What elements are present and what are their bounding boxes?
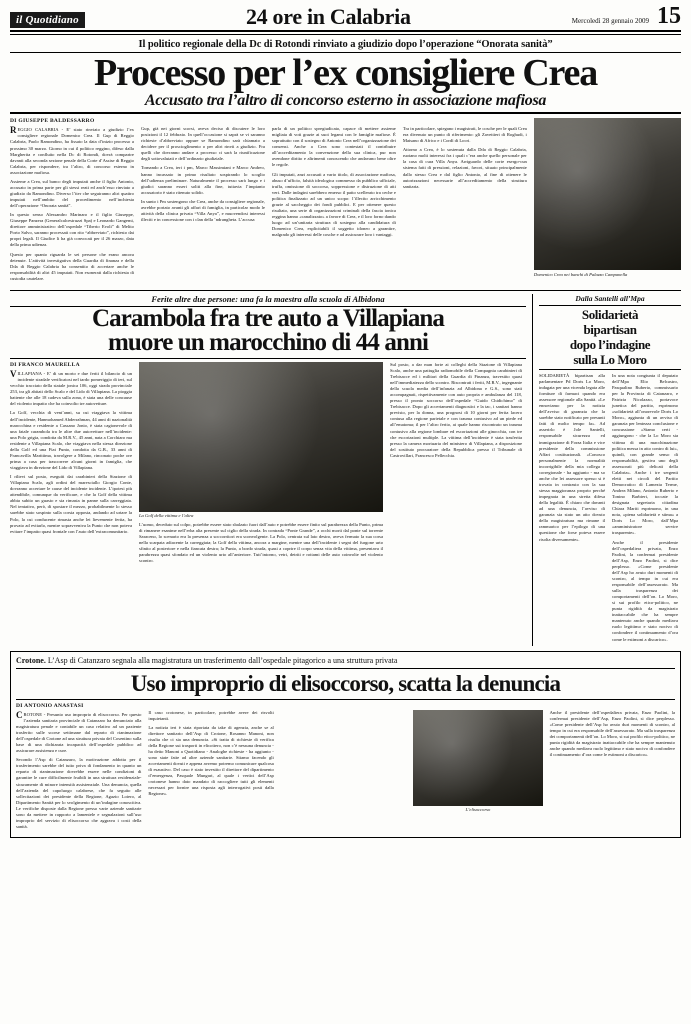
right-title-2: bipartisan <box>583 321 637 337</box>
paragraph: Anche il presidente dell’ospedaliera privata, Enzo Paolini, la confermai presidente dell’Asp, Enzo Paolini, si dice perplesso. «Come presidente dell’Asp ho avuto duri momenti di scontro, al tempo in cui era responsabile dell’assessorato. Ma sulla trasparenza dei comportamenti dell’on. Lo Moro, si sui profilo etico-politico, ne punta rigidità da magistrato inattaccabile che ha sempre mantenuto anche quando mediava ruolo legittimo e stato nocivo di confondere il continuamento d’ora come le estimoni a discarico». <box>612 539 678 642</box>
divider-top <box>10 34 681 35</box>
section-title: 24 ore in Calabria <box>245 4 411 29</box>
paragraph: VILLAPIANA - E’ di un morto e due feriti il bilancio di un incidente stradale verificatosi nel tardo pomeriggio di ieri, sul vecchio tracciato della statale jonica 106, oggi strada provinciale 253, tra gli abitati dello Scalo e del Lido di Villapiana. La pioggia battente che alle 18 cadeva sulla zona, è stata una delle concause del violento impatto che ha coinvolto tre autovetture. <box>10 369 132 407</box>
masthead <box>10 3 681 32</box>
paragraph: Attorno a Crea, è lo sostenuta dalla Dda di Reggio Calabria, ruotano molti interessi fra i quali c’era anche quello personale per la casa di cura Villa Anya. Arriguardo delle corte esergo-cun sistema fatti di pressioni, relazioni, favori, situato principalmente dallo stesso Crea e dal figlio Antonio, al fine di ottenere le autorizzazioni necessarie all’accreditamento della struttura sanitaria. <box>402 147 527 189</box>
lead-headline: Processo per l’ex consigliere Crea <box>93 52 598 94</box>
lead-column-4 <box>403 118 527 285</box>
paragraph: I rilievi sul posto, eseguiti dai carabinieri della Stazione di Villapiana Scalo, agli ordini del maresciallo Giorgio Conte, dovranno accertare le cause del incidente incidente. L’ipotesi più attendibile, comunque da verificare, e che la Golf della vittima abbia subito un guasto e sia rimasta in panne sulla carreggiata. Nel tentativo, però, di spostare il mezzo, probabilmente lo stesso sarebbe stato sospinto sulla corsia opposta, andando ad urtare la Polo, la cui conducente rimasta anche lei lievemente ferita, ha provato ad evitarlo, mentre sopravveniva la Punto che non poteva evitare l’impatto quasi frontale con l’auto dell’extracomunitario. <box>10 474 132 534</box>
story3-kicker-text: L’Asp di Catanzaro segnala alla magistratura un trasferimento dall’ospedale pitagorico a una struttura privata <box>45 655 398 665</box>
story2-photo-caption: La Golf della vittima e l’altra <box>139 513 194 519</box>
lead-photo <box>534 118 681 270</box>
paragraph: In questo senso Alessandro Marinaro e il figlio Giuseppe, Giuseppe Panzera (Generalcalcestruzzi Spa) e Leonardo Gangemi, direttore amministrativo dell’ospedale “Tiberio Evoli” di Melito Porto Salvo, saranno processati con rito “abbreviato”, richiesto dai propri legali. Il Giudice li ha già convocati per il 26 marzo, data della prima udienza. <box>10 212 134 248</box>
story3-box <box>10 651 681 838</box>
story2-column-under-photo <box>139 522 383 564</box>
publication-logo: il Quotidiano <box>10 12 85 28</box>
lead-column-1 <box>10 118 134 285</box>
story3-kicker-place: Crotone. <box>16 655 46 665</box>
story3-column-2 <box>148 703 273 833</box>
story3-photo <box>413 710 542 806</box>
story2-headline-line2: muore un marocchino di 44 anni <box>107 328 429 356</box>
story3-column-4 <box>550 703 675 833</box>
story3-column-1 <box>16 703 141 833</box>
lead-column-3 <box>272 118 396 285</box>
story2-block <box>10 294 526 646</box>
story3-kicker <box>16 656 675 665</box>
story3-headline: Uso improprio di elisoccorso, scatta la denuncia <box>130 670 561 696</box>
paragraph: Il caso crotonese, in particolare, potrebbe avere dei risvolti inquietanti. <box>148 709 274 721</box>
right-kicker: Dalla Santelli all’Mpa <box>575 293 645 303</box>
story3-photo-caption: L’elisoccorso <box>465 807 491 813</box>
paragraph: CROTONE - Presunto uso improprio di elisoccorso. Per questo l’azienda sanitaria provinciale di Catanzaro ha denunciato alla magistratura penale e contabile un caso relativo ad un paziente trasferito sulle scorse settimane dal reparto di rianimazione dell’ospedale di Crotone ad una struttura privata del Cosentino sulla base di una dichiarata incapacità dell’ospedale pubblico ad assicurare assistenza e cure. <box>16 709 142 754</box>
paragraph: Tra in particolare, spiegano i magistrati, le cosche per le quali Crea era divenuto un punto di riferimento: gli Zavettieri di Roghudi, i Maisano di Africo e i Cordì di Locri. <box>402 126 527 144</box>
lead-photo-caption: Domenico Crea nei banchi di Palazzo Campanella <box>533 271 628 277</box>
masthead-right <box>571 3 681 30</box>
lead-byline: DI GIUSEPPE BALDESSARRO <box>10 118 95 125</box>
story2-photo-block <box>139 362 383 567</box>
paragraph: L’uomo, deceduto sul colpo, potrebbe essere stato sbalzato fuori dall’auto e potrebbe essere finito sul parabrezza della Punto, prima di rimanere esanime nell’erba alta presente sul ciglio della strada. In contrada “Ponte Grande”, a occhi morti dal ponte sul torrente Saraceno, lo scenario era la presenza a soccorritori era sconvolgente. La Polo, centrata sul lato destro, aveva fermato la sua corsa nella scarpata adiacente la carreggiata; la Golf della vittima, ancora a margine, mentre una dell’incidente i segni del furgone urto sfinito al posteriore e nella fiancata destra; la Punto, a bordo strada, quasi a coprire il corpo senza vita della vittima, presentava il parabrezza quasi sfondato ed un violento urto all’anteriore. Tutt’intorno, vetri, detriti e rottami delle auto coinvolte nel violento scontro. <box>139 521 383 564</box>
paragraph: parla di un politico spregiudicato, capace di mettere assieme migliaia di voti grazie ai suoi legami con le famiglie mafiose. È soprattutto con il sostegno di Antonio Crea nell’organizzazione dei consensi. Anche a Crea sono contestati il contribuire all’accreditamento la convenzione della sua clinica, pur non avendone diritto e altrimenti conoscendo che andavano bene oltre le regole. <box>271 126 396 168</box>
second-section <box>10 290 681 646</box>
paragraph: Gli imputati, anzi accusati a vario titolo, di associazione mafiosa, abuso d’ufficio, falsità ideologica commesso da pubblico ufficiale, truffa, omissione di soccorso, soppressione e distruzione di atti veri. Dalle indagini sarebbero emerso il patto scellerato tra ceche e politica finalizzato ad un unico scopo: l’illecito arricchimento grazie al saccheggio dei fondi pubblici. E per ottenere questo risultato, una serie di organizzazioni criminali della fascia ionica reggina hanno «canalizzato» a favore di Crea, e il loro forno dando luogo ad un’unitaria struttura di sostegno alla candidatura di Domenico Crea, esplicitabili il soggetto idoneo a garantire, malgrado gli interessi delle cosche e ad assicurare loro i vantaggi. <box>271 171 396 238</box>
story3-photo-block <box>413 703 542 833</box>
story2-photo <box>139 362 383 512</box>
right-column-1 <box>539 373 605 646</box>
paragraph: In una nota congiunta il deputato dell’Mpa Elio Belcastro, Pasqualino Ruberto, commissario per la Provincia di Catanzaro, e Patrizia Nicolazzo, portavoce junetica del partito, esprimono «solidarietà all’onorevole Doris Lo Moro», aggiunta di un avviso di garanzia per lentezza conclusione e concussione «Siamo certi - aggiungono - che la Lo Moro sia vittima di una macchinazione politica messa in atto contro di lui», quindi, con grande senso di responsabilità, gestiva uno degli assessorati più delicati della Calabria». Anche i tre sergenti eletti nei circoli del Partito Democratico di Lamezia Terme, Andrea Milano, Antonio Ruberto e Tonino Barbieri, toccate la designata segretaria cittadina Chiara Mariti esprimono, in una nota, «piena solidarietà e stima» a Doris Lo Moro, dall’Mpa «amministratore servire trasparente». <box>612 372 678 536</box>
page-number: 15 <box>656 3 681 30</box>
story2-headline-line1: Carambola fra tre auto a Villapiana <box>91 304 445 332</box>
lead-photo-block <box>534 118 681 285</box>
paragraph: Questo per quanto riguarda le sei persone che erano ancora detenute. L’attività investigativa della Guardia di finanza e della Dda di Reggio Calabria ha consentito di accertare anche le responsabilità di altri 45 imputati. Non esonerati dalla richiesta di custodia cautelare. <box>10 251 134 281</box>
paragraph: Sul posto, a dar man forte ai colleghi della Stazione di Villapiana Scalo, anche una pattuglia radiomobile della Compagnia carabinieri di Trebisacce ed i militari della Guardia di Finanza, travestito quasi nell’immediatezza dello scontro. Riscontrati i feriti, M.R.V., ingegnante della scuola media dell’infanzia ad Albidona e G.S., sono stati accompagnati, rispettivamente con auto propria e ambulanza del 118, presso il pronto soccorso dell’ospedale “Guido Chidichimo” di Trebisacce. Dopo gli accertamenti diagnostici e la tac, i sanitari hanno previsto, per la donna, una prognosi di 10 giorni per ferita lacero contusa alla regione parietale e con trauma contusivo ad un piede ed all’ematoma; il per l’altro ferito, ai quale hanno riscontrato un trauma contusivo alla regione lombare ed escoriazioni alle ginocchia, con tre che escoriazioni multiple. La vittima dell’incidente è stata trasferita presso la camera mortuaria del ministero di Villapiana, a disposizione del sostituto procuratore della Repubblica presso il Tribunale di Castrovillari, Francesco Pellecchia. <box>390 361 522 458</box>
lead-subhead: Accusato tra l’altro di concorso esterno in associazione mafiosa <box>144 92 547 110</box>
paragraph: SOLIDARIETÀ bipartisan alla parlamentare Pd Doris Lo Moro, indagata per una vicenda legata alle forniture di farmaci quando era assessore regionale alla Sanità. «Le ennoviamo per la notizia dell’avviso di garanzia che la sarebbe stato notificato per presunti fatti di molto tempo fa». Ad asserirlo è Jole Santelli, responsabile sicurezza ed immigrazione di Forza Italia e vice presidente della commissione Affari costituzionali. «Conosco personalmente la normalità incorrigibile della mia collega e corregionale - ha aggiunto - ma so anche che lei assessore spesso si è trovata in contrasto con la sua stessa maggioranza proprio perché impegnata in una stretta difesa della legalità. È chiaro che davanti ad una denuncia, l’avviso di garanzia sia stato un atto dovuto della magistratura ma rimane il rammarico per l’epilogo di una questione che forse poteva essere risolta diversamente». <box>539 372 605 542</box>
issue-date: Mercoledì 28 gennaio 2009 <box>571 17 649 25</box>
paragraph: La Golf, vecchia di vent’anni, su cui viaggiava la vittima dell’incidente, Hanmohamed Abderrahman, 44 anni di nazionalità marocchina e residente a Cassano Jonio, è stata cagionevole di una fatale carambola tra le altre due autovetture nell’incidente: una Polo grigia, condotta da M.R.V., 45 anni, nata a Corchiaro ma residente a Villapiana Scalo, che viaggiava nella stessa direzione della Golf ed una Fiat Punto, condotta da G.B., 33 anni di Francavilla Marittima, travolgere a Milano, rinconato poche ore prima a casa per trascorrere alcuni giorni in famiglia, che viaggiava in direzione del Lido di Villapiana. <box>10 410 132 471</box>
story3-column-3 <box>281 703 406 833</box>
story3-byline: DI ANTONIO ANASTASI <box>16 702 84 709</box>
story2-byline: DI FRANCO MAURELLA <box>10 361 80 368</box>
right-title-1: Solidarietà <box>581 306 639 322</box>
story2-kicker: Ferite altre due persone: una fa la maestra alla scuola di Albidona <box>151 293 385 304</box>
paragraph: REGGIO CALABRIA - E’ stato rinviato a giudizio l’ex consigliere regionale Domenico Crea. Il Gup di Reggio Calabria, Paolo Ramondino, ha fissato la data d’inizio processo a prossimo 30 marzo. Giorno in cui il politico reggino, difeso dalla Margherita e confluito nella Dc di Rotondi, dovrà comparire davanti alla seconda sezione penale della Corte d’Assise di Reggio Calabria, per rispondere, tra l’altro, di concorso esterno in associazione mafiosa. <box>10 125 134 175</box>
paragraph: Gup, già nei giorni scorsi, aveva deciso di discutere le loro posizioni il 12 febbraio. In quell’occasione si saprà se vi saranno richieste d’abbreviato oppure se Ramondino sarà chiamato a decidere per il proscioglimento o per altri rinvii a giudizio. Fra quelli che dovranno andare a processo ci sarà la riunificazione degli sottovalutati e dell’ordinario giudiziale. <box>140 126 265 162</box>
story2-column-1 <box>10 362 132 567</box>
right-title-3: dopo l’indagine <box>569 336 651 352</box>
lead-column-2 <box>141 118 265 285</box>
right-title-4: sulla Lo Moro <box>573 351 647 367</box>
paragraph: La notizia ieri è stata riportata da take di agenzia, anche se al direttore sanitario dell’Asp di Crotone, Rosanno Manoni, non risulta che ci sia una denuncia. «Si tratta di richieste di verifica della Regione sui trasporti in elicottero, non c’è nessuna denuncia - ha detto Manoni a Quotidiano - Analoghe richieste - ha aggiunto - sono state fatte ad altre aziende sanitarie. Stiamo facendo gli accertamenti dovuti e appena avremo potremo comunicare qualcosa di esaustivo. Del caso è stato investito il direttore del dipartimento d’emergenza, Pasquale Mungari, al quale i vertici dell’Asp crotonese hanno dato mandato di raccogliere tutti gli elementi necessari per fornire una risposta agli interrogativi posti dalla Regione». <box>148 724 274 797</box>
divider-lead <box>10 112 681 114</box>
right-column-block <box>532 294 681 646</box>
paragraph: Anche il presidente dell’ospedaliera privata, Enzo Paolini, la confermai presidente dell’Asp, Enzo Paolini, si dice perplesso. «Come presidente dell’Asp ho avuto duri momenti di scontro, al tempo in cui era responsabile dell’assessorato. Ma sulla trasparenza dei comportamenti dell’on. Lo Moro, si sui profilo etico-politico, ne punta rigidità da magistrato inattaccabile che ha sempre mantenuto anche quando mediava ruolo legittimo e stato nocivo di confondere il continuamento d’ora come le estimoni a discarico». <box>549 709 676 758</box>
story2-column-3 <box>390 362 522 567</box>
paragraph: Secondo l’Asp di Catanzaro, la motivazione addotta per il trasferimento sarebbe del tutto priva di fondamento in quanto un reparto di rianimazione dovrebbe essere nelle condizioni di garantire le cure difficilmente fruibili in una struttura residenziale-sicuramente di minore intensità assistenziale. Una denuncia, quella dell’azienda del capoluogo calabrese, che fa seguito alle sollecitazioni dei presidente della Regione, Agazio Loiero, al Dipartimento Sanità per lo svolgimento di un’indagine conoscitiva. Le verifiche disposte dalla Regione presso varie aziende sanitarie sono da mettere in rapporto a lamentele e segnalazioni sull’uso improprio del servizio di elisoccorso che aggrava i costi della sanità. <box>16 757 142 829</box>
lead-kicker: Il politico regionale della Dc di Rotondi rinviato a giudizio dopo l’operazione “Onorata sanità” <box>138 39 553 50</box>
right-column-2 <box>612 373 678 646</box>
paragraph: Assieme a Crea, sul banco degli imputati anche il figlio Antonio, accusato in prima parte per gli stessi reati ed anch’esso rinviato a giudizio da Ramondino. Diverso l’iter che seguiranno altri quattro imputati nell’ambito del procedimento nell’inchiesta dell’operazione “Onorata sanità”. <box>10 178 134 209</box>
paragraph: Tornando a Crea, ieri i pm, Marco Massimiani e Marco Andreo, hanno incassato in primo risultato sospirando lo scoglio dell’udienza preliminare. Naturalmente il processo sarà lungo e i giudici saranno esseri soliti alla fine, tuttavia l’impianto accusatorio è stato ritenuto solido. <box>140 165 265 195</box>
lead-body <box>10 118 681 285</box>
paragraph: In sunto i Pm sostengono che Crea, anche da consigliere regionale, avrebbe portato avanti gli affari di famiglia, in particolar modo le attività della clinica privata “Villa Anya”, e muovendosi interessi illeciti e in concessione con i clan della ’ndrangheta. L’accusa <box>140 198 265 222</box>
